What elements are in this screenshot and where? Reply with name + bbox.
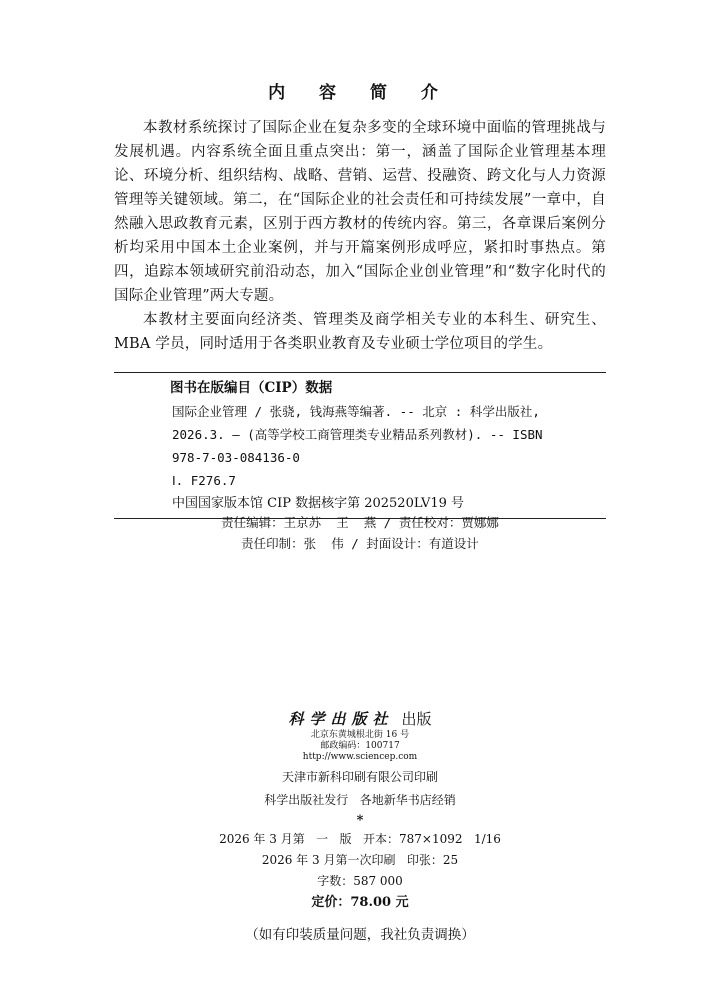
intro-paragraph-1: 本教材系统探讨了国际企业在复杂多变的全球环境中面临的管理挑战与发展机遇。内容系统全面且重点突出：第一，涵盖了国际企业管理基本理论、环境分析、组织结构、战略、营销、运营、投融资、跨文化与人力资源管理等关键领域。第二，在“国际企业的社会责任和可持续发展”一章中，自然融入思政教育元素，区别于西方教材的传统内容。第三，各章课后案例分析均采用中国本土企业案例，并与开篇案例形成呼应，紧扣时事热点。第四，追踪本领域研究前沿动态，加入“国际企业创业管理”和“数字化时代的国际企业管理”两大专题。	[114, 120, 606, 304]
cip-line-5: 中国国家版本馆 CIP 数据核字第 202520LV19 号	[172, 496, 465, 511]
printer-line: 天津市新科印刷有限公司印刷	[281, 770, 438, 784]
word-count: 字数：587 000	[317, 874, 403, 888]
intro-section	[114, 116, 606, 356]
intro-paragraph-2: 本教材主要面向经济类、管理类及商学相关专业的本科生、研究生、MBA 学员，同时适用于各类职业教育及专业硕士学位项目的学生。	[114, 312, 606, 352]
separator-star: *	[356, 813, 364, 828]
cip-heading: 图书在版编目（CIP）数据	[170, 380, 333, 396]
publisher-logo: 科学出版社	[288, 710, 394, 728]
publisher-postcode: 邮政编码：100717	[320, 741, 400, 751]
cip-line-1: 国际企业管理 / 张骁, 钱海燕等编著. -- 北京 : 科学出版社,	[172, 404, 540, 419]
publisher-url: http://www.sciencep.com	[302, 752, 418, 762]
credits-block	[0, 512, 720, 554]
cip-block	[114, 372, 606, 519]
quality-notice: （如有印装质量问题，我社负责调换）	[245, 927, 475, 943]
distribution-line: 科学出版社发行 各地新华书店经销	[264, 793, 456, 807]
publisher-address: 北京东黄城根北街 16 号	[310, 730, 410, 740]
cip-line-2: 2026.3. — (高等学校工商管理类专业精品系列教材). -- ISBN	[172, 427, 543, 442]
edition-line: 2026 年 3 月第 一 版 开本：787×1092 1/16	[219, 832, 501, 846]
cip-line-4: Ⅰ. F276.7	[172, 473, 236, 488]
cip-line-3: 978-7-03-084136-0	[172, 450, 300, 465]
page-title: 内 容 简 介	[268, 83, 452, 103]
printing-line: 2026 年 3 月第一次印刷 印张：25	[261, 853, 459, 867]
production-credits: 责任印制：张 伟 / 封面设计：有道设计	[241, 536, 479, 551]
price-label: 定价：78.00 元	[311, 895, 409, 910]
editor-credits: 责任编辑：王京苏 王 燕 / 责任校对：贾娜娜	[221, 515, 499, 530]
publisher-suffix: 出版	[401, 710, 432, 728]
imprint-block	[0, 708, 720, 946]
publisher-line	[0, 708, 720, 730]
